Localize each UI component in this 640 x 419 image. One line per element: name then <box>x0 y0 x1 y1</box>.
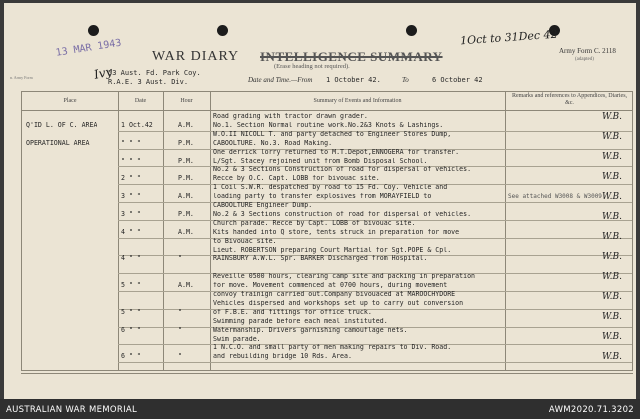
initials-mark: W.B. <box>602 112 623 122</box>
row-date: 4 " " <box>121 228 141 236</box>
col-place: Place <box>63 98 77 104</box>
row-summary: Swimming parade before each meal instituted. <box>213 317 388 325</box>
diary-table <box>21 91 633 371</box>
row-hour: P.M. <box>178 175 194 183</box>
row-date: 3 " " <box>121 210 141 218</box>
row-summary: Vehicles dispersed and workshops set up to carry out conversion <box>213 299 464 307</box>
row-summary: One derrick lorry returned to M.T.Depot,ENNOGERA for transfer. <box>213 148 460 156</box>
row-hour: P.M. <box>178 210 194 218</box>
row-place: Q'ID L. OF C. AREA <box>26 121 98 129</box>
row-summary: Road grading with tractor drawn grader. <box>213 113 368 120</box>
row-summary: Reveille 0500 hours, clearing camp site and packing in preparation <box>213 273 476 281</box>
row-summary: loading party to transfer explosives from MORAYFIELD to <box>213 193 432 201</box>
row-hour: " <box>178 353 182 361</box>
row-summary: Watermanship. Drivers garnishing camouflage nets. <box>213 326 408 334</box>
initials-mark: W.B. <box>602 252 623 262</box>
diary-title: WAR DIARY <box>152 49 240 64</box>
date-label: Date and Time.—From <box>248 76 313 84</box>
handwritten-signature: Ivy <box>92 64 114 82</box>
row-date: 6 " " <box>121 326 141 334</box>
row-summary: 1 N.C.O. and small party of men making repairs to Div. Road. <box>213 344 452 352</box>
struck-heading: INTELLIGENCE SUMMARY <box>260 49 443 64</box>
erase-note: (Erase heading not required). <box>274 63 350 70</box>
initials-mark: W.B. <box>602 332 623 342</box>
date-to: 6 October 42 <box>432 76 483 84</box>
row-summary: Kits handed into Q store, tents struck in preparation for move <box>213 228 460 236</box>
row-summary: CABOOLTURE Engineer Dump. <box>213 202 313 209</box>
unit-division: R.A.E. 3 Aust. Div. <box>108 78 189 86</box>
form-number: Army Form C. 2118 <box>559 47 616 55</box>
row-date: 1 Oct.42 <box>121 121 153 129</box>
handwritten-date-range: 1Oct to 31Dec 42 <box>459 27 558 48</box>
row-summary: Recce by O.C. Capt. LOBB for bivouac site. <box>213 175 380 183</box>
initials-mark: W.B. <box>602 232 623 242</box>
row-summary: Lieut. ROBERTSON preparing Court Martial for Sgt.POPE & Cpl. <box>213 246 452 254</box>
row-summary: 1 Coil S.W.R. despatched by road to 15 Fd. Coy. Vehicle and <box>213 184 448 192</box>
row-hour: " <box>178 255 182 263</box>
footer-source: AUSTRALIAN WAR MEMORIAL <box>6 405 138 415</box>
row-hour: P.M. <box>178 139 194 147</box>
initials-mark: W.B. <box>602 172 623 182</box>
row-date: " " " <box>121 157 141 165</box>
punch-hole-icon <box>88 25 99 36</box>
row-date: 2 " " <box>121 175 141 183</box>
row-summary: of F.B.E. and fittings for office truck. <box>213 308 372 316</box>
footer-accession: AWM2020.71.3202 <box>548 405 634 415</box>
row-summary: W.O.II NICOLL T. and party detached to Engineer Stores Dump, <box>213 130 452 138</box>
received-date-stamp: 13 MAR 1943 <box>55 37 123 59</box>
row-date: 6 " " <box>121 353 141 361</box>
row-hour: A.M. <box>178 121 194 129</box>
initials-mark: W.B. <box>602 272 623 282</box>
row-date: 4 " " <box>121 255 141 263</box>
initials-mark: W.B. <box>602 212 623 222</box>
row-summary: and rebuilding bridge 10 Rds. Area. <box>213 353 352 361</box>
col-hour: Hour <box>180 98 193 104</box>
row-hour: " <box>178 308 182 316</box>
row-date: 5 " " <box>121 308 141 316</box>
row-hour: A.M. <box>178 282 194 290</box>
row-hour: " <box>178 326 182 334</box>
row-hour: A.M. <box>178 228 194 236</box>
initials-mark: W.B. <box>602 292 623 302</box>
row-summary: convoy trainign carried out.Company bivouaced at MAROOCHYDORE <box>213 291 456 298</box>
col-summary: Summary of Events and Information <box>313 98 402 104</box>
war-diary-sheet <box>4 3 636 399</box>
initials-mark: W.B. <box>602 132 623 142</box>
row-hour: P.M. <box>178 157 194 165</box>
row-place: OPERATIONAL AREA <box>26 139 90 147</box>
initials-mark: W.B. <box>602 352 623 362</box>
row-date: 3 " " <box>121 193 141 201</box>
row-date: 5 " " <box>121 282 141 290</box>
punch-hole-icon <box>217 25 228 36</box>
tiny-form-label: n. Army Form <box>10 75 33 80</box>
form-adapted: (adapted) <box>575 57 594 62</box>
date-to-label: To <box>402 76 409 84</box>
row-hour: A.M. <box>178 193 194 201</box>
row-remarks: See attached W3008 & W3009 <box>508 193 602 201</box>
unit-name: 53 Aust. Fd. Park Coy. <box>108 69 201 77</box>
punch-hole-icon <box>406 25 417 36</box>
row-summary: for move. Movement commenced at 0700 hours, during movement <box>213 282 448 290</box>
col-date: Date <box>134 98 147 104</box>
row-summary: No.2 & 3 Sections Construction of road for dispersal of vehicles. <box>213 166 472 174</box>
row-date: " " " <box>121 139 141 147</box>
row-summary: No.2 & 3 Sections construction of road for dispersal of vehicles. <box>213 210 472 218</box>
row-summary: to Bivouac site. <box>213 237 277 245</box>
initials-mark: W.B. <box>602 312 623 322</box>
row-summary: L/Sgt. Stacey rejoined unit from Bomb Disposal School. <box>213 157 428 165</box>
row-summary: Church parade. Recce by Capt. LOBB of bivouac site. <box>213 219 416 227</box>
row-summary: RAINSBURY A.W.L. Spr. BARKER Discharged from Hospital. <box>213 255 428 263</box>
row-summary: CABOOLTURE. No.3. Road Making. <box>213 139 333 147</box>
row-summary: No.1. Section Normal routine work.No.2&3 Knots & Lashings. <box>213 121 444 129</box>
initials-mark: W.B. <box>602 152 623 162</box>
row-summary: Swim parade. <box>213 335 261 343</box>
col-remarks: Remarks and references to Appendices, Diaries, &c. <box>511 93 628 106</box>
initials-mark: W.B. <box>602 192 623 202</box>
date-from: 1 October 42. <box>326 76 381 84</box>
